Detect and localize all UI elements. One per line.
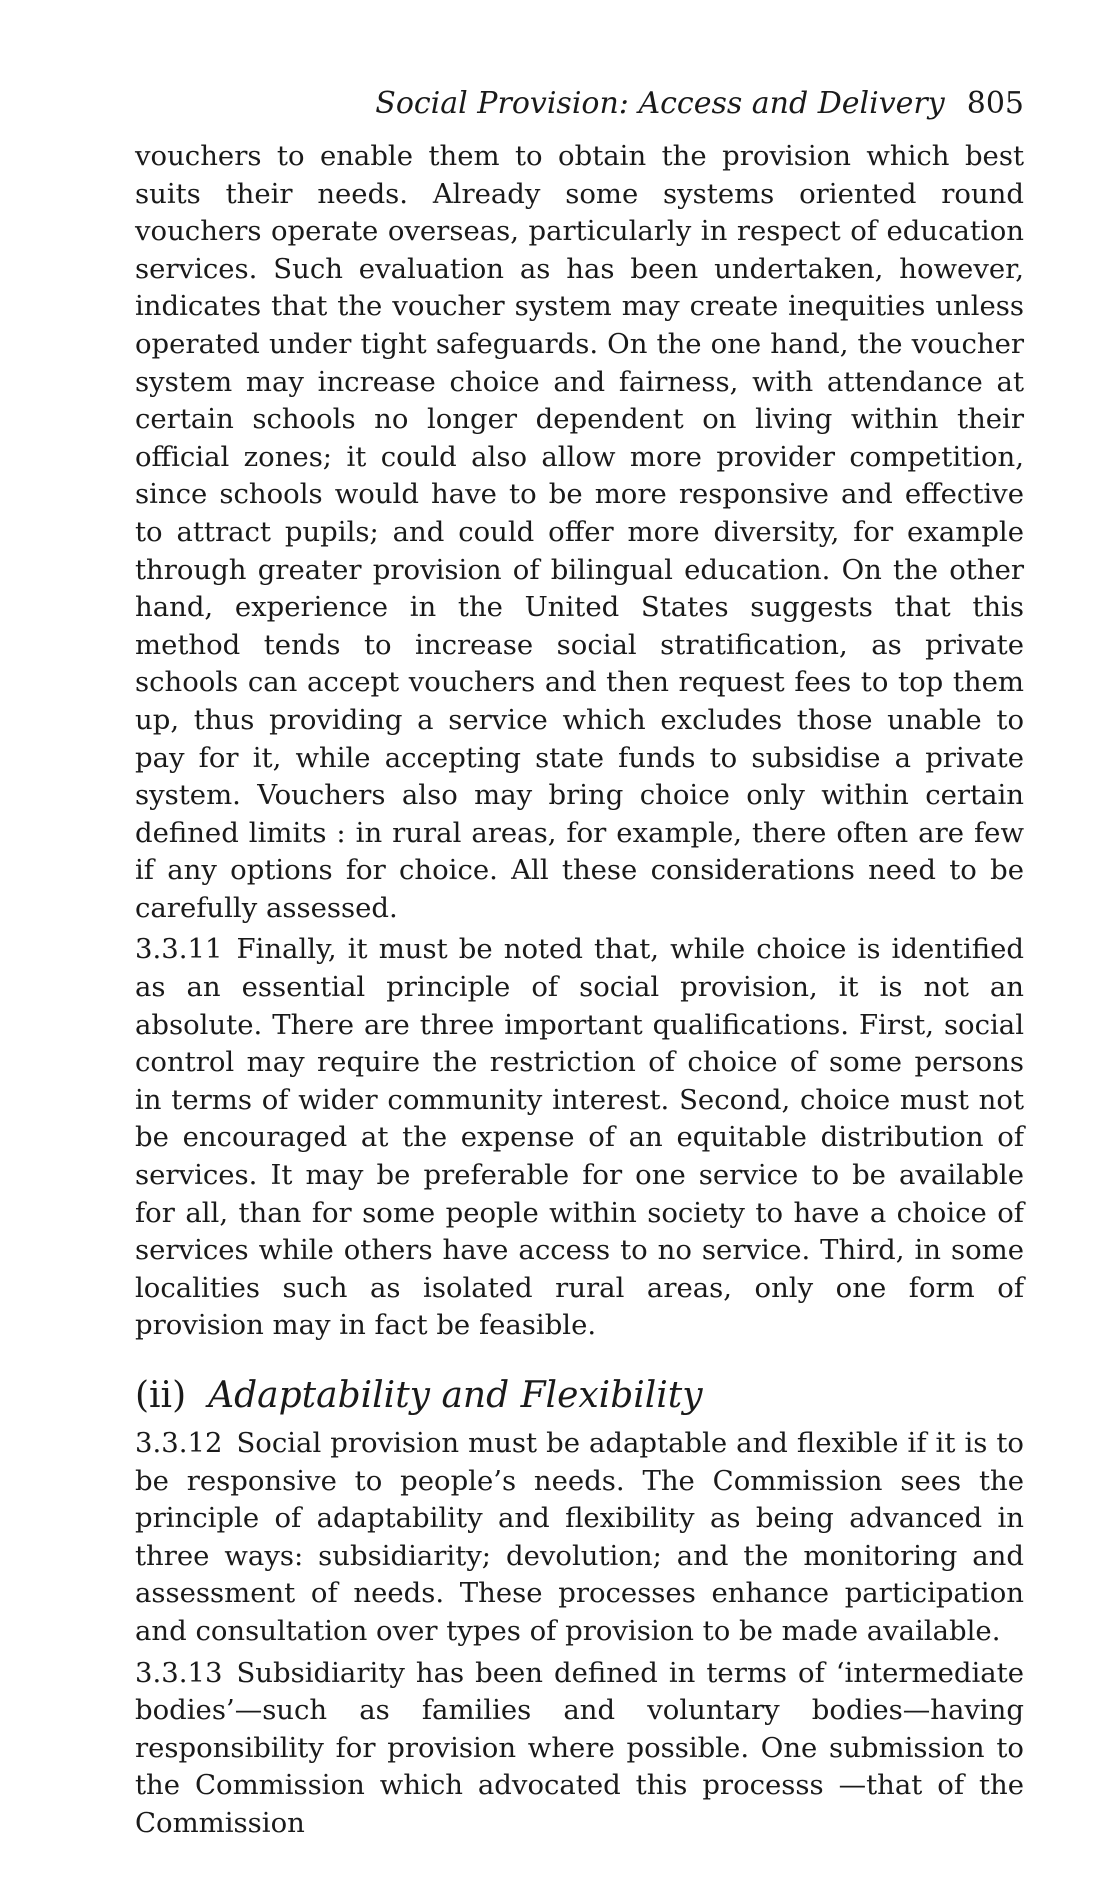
paragraph-number: 3.3.13 <box>135 1656 223 1689</box>
paragraph-number: 3.3.12 <box>135 1427 223 1459</box>
body-text-section <box>135 1425 1024 1843</box>
paragraph-3-3-12 <box>135 1425 1024 1651</box>
paragraph-continued <box>135 138 1024 927</box>
running-head <box>135 84 1024 124</box>
paragraph-number: 3.3.11 <box>135 933 223 966</box>
paragraph-3-3-13 <box>135 1655 1024 1843</box>
page-number: 805 <box>966 86 1024 121</box>
section-heading <box>135 1373 1024 1419</box>
paragraph-3-3-11 <box>135 931 1024 1345</box>
page <box>135 84 1024 1843</box>
paragraph-text: vouchers to enable them to obtain the provision which best suits their needs. Already some systems oriented round vouchers operate overseas, particularly in respect of education services. Such evaluation as has been undertaken, however, indicates that the voucher system may create inequities unless operated under tight safeguards. On the one hand, the voucher system may increase choice and fairness, with attendance at certain schools no longer dependent on living within their official zones; it could also allow more provider competition, since schools would have to be more responsive and effective to attract pupils; and could offer more diversity, for example through greater provision of bilingual education. On the other hand, experience in the United States suggests that this method tends to increase social stratification, as private schools can accept vouchers and then request fees to top them up, thus providing a service which excludes those unable to pay for it, while accepting state funds to subsidise a private system. Vouchers also may bring choice only within certain defined limits : in rural areas, for example, there often are few if any options for choice. All these considerations need to be carefully assessed. <box>135 140 1024 924</box>
section-title: Adaptability and Flexibility <box>208 1375 703 1416</box>
paragraph-text: Social provision must be adaptable and flexible if it is to be responsive to people’s needs. The Commission sees the principle of adaptability and flexibility as being advanced in three ways: subsidiarity; devolution; and the monitoring and assessment of needs. These processes enhance participation and consultation over types of provision to be made available. <box>135 1427 1024 1647</box>
running-head-title: Social Provision: Access and Delivery <box>375 86 945 121</box>
paragraph-text: Subsidiarity has been defined in terms of ‘intermediate bodies’—such as families and voluntary bodies—having responsibility for provision where possible. One submission to the Commission which advocated this processs —that of the Commission <box>135 1656 1024 1839</box>
paragraph-text: Finally, it must be noted that, while choice is identified as an essential principle of social provision, it is not an absolute. There are three important qualifications. First, social control may require the restriction of choice of some persons in terms of wider community interest. Second, choice must not be encouraged at the expense of an equitable distribution of services. It may be preferable for one service to be available for all, than for some people within society to have a choice of services while others have access to no service. Third, in some localities such as isolated rural areas, only one form of provision may in fact be feasible. <box>135 933 1024 1342</box>
body-text <box>135 138 1024 1345</box>
section-marker: (ii) <box>135 1375 187 1416</box>
